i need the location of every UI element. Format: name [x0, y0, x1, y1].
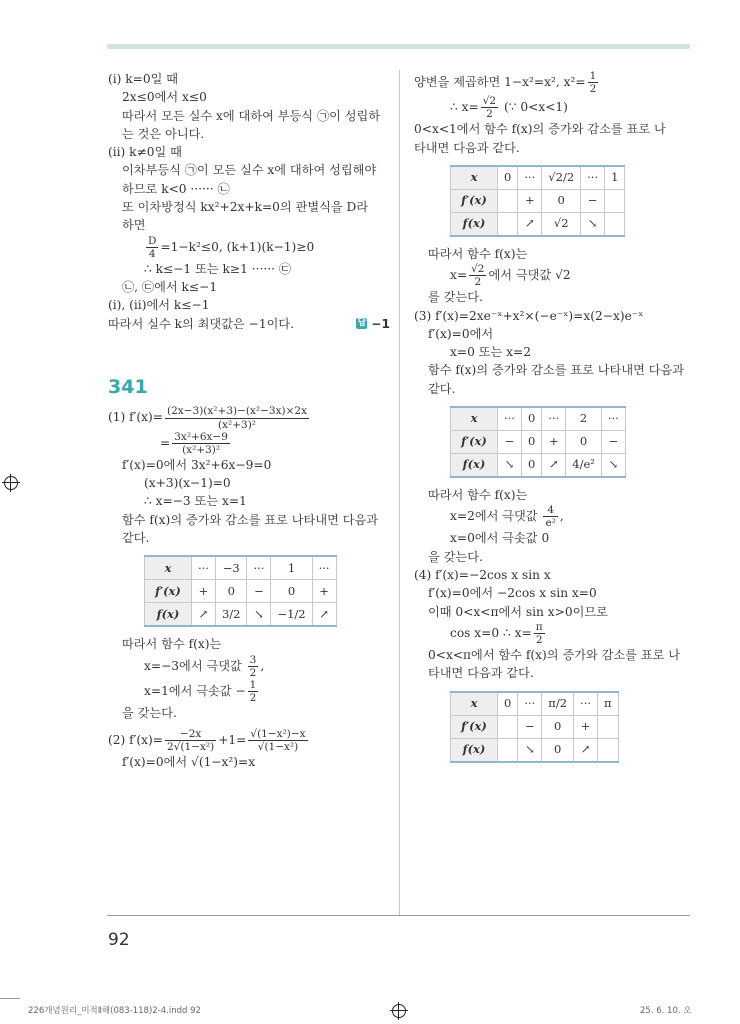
p1-max: x=−3에서 극댓값 $\frac{3}{2}$ , [144, 653, 265, 679]
p3-line: (3) f′(x)=2xe⁻ˣ+x²×(−e⁻ˣ)=x(2−x)e⁻ˣ [414, 308, 644, 323]
p1-end: 을 갖는다. [122, 705, 177, 720]
fraction: $\frac{1}{2}$ [589, 70, 597, 96]
p3-line: x=0 또는 x=2 [450, 345, 531, 360]
p4-cos: cos x=0 ∴ x= $\frac{\pi}{2}$ [450, 620, 543, 647]
r-line: 0<x<1에서 함수 f(x)의 증가와 감소를 표로 나 [414, 122, 666, 137]
table-row: f(x) ↘ 0 ↗ 4/e² ↘ [451, 454, 626, 478]
fraction: $\frac{D}{4}$ [148, 234, 157, 260]
print-footer-right: 25. 6. 10. 오 [640, 1006, 692, 1016]
r-line: 양변을 제곱하면 1−x²=x², x²= $\frac{1}{2}$ [414, 70, 597, 96]
table-row: x 0 ··· π/2 ··· π [451, 692, 619, 716]
header-bar [107, 44, 690, 49]
p1-line: ∴ x=−3 또는 x=1 [144, 494, 247, 509]
table-row: f(x) ↘ 0 ↗ [451, 738, 619, 762]
p2-derivative: (2) f′(x)= $\frac{-2x}{\text{2√(1−x²)}}$ +1= $\frac{\text{√(1−x²)−x}}{\text{√(1−x²)}}$ [108, 728, 306, 754]
answer-icon: 답 [357, 318, 367, 329]
r-line: 타내면 다음과 같다. [414, 140, 520, 155]
fraction: $\frac{4}{\text{e²}}$ [545, 504, 556, 530]
fraction: $\frac{-2x}{\text{2√(1−x²)}}$ [167, 728, 215, 754]
fraction: $\frac{1}{2}$ [249, 678, 257, 704]
fraction: $\frac{\text{√(1−x²)−x}}{\text{√(1−x²)}}$ [250, 728, 306, 754]
variation-table-3 [450, 406, 626, 478]
p4-line: f′(x)=0에서 −2cos x sin x=0 [428, 586, 597, 601]
table-row: f′(x) + 0 − 0 + [145, 580, 337, 603]
table-row: f′(x) − 0 + 0 − [451, 431, 626, 454]
case2-line: 이차부등식 ㉠이 모든 실수 x에 대하여 성립해야 [122, 163, 377, 178]
p3-after: 따라서 함수 f(x)는 [428, 488, 528, 503]
p1-derivative: (1) f′(x)= $\frac{\text{(2x−3)(x²+3)−(x²−3x)×2x}}{\text{(x²+3)²}}$ [108, 405, 308, 431]
registration-mark-icon [392, 1004, 406, 1018]
r-after: 따라서 함수 f(x)는 [428, 246, 528, 261]
case2-title: (ⅱ) k≠0일 때 [108, 145, 182, 160]
p1-simplified: = $\frac{\text{3x²+6x−9}}{\text{(x²+3)²}}$ [160, 430, 228, 456]
p4-line: 타내면 다음과 같다. [428, 666, 534, 681]
page-number: 92 [108, 930, 130, 950]
p4-line: 0<x<π에서 함수 f(x)의 증가와 감소를 표로 나 [428, 648, 681, 663]
p3-line: 같다. [428, 381, 456, 396]
table-row: f′(x) + 0 − [451, 189, 625, 212]
case2-line: 또 이차방정식 kx²+2x+k=0의 판별식을 D라 [122, 200, 369, 215]
solution-line: ∴ k≤−1 또는 k≥1 ······ ㉢ [144, 261, 292, 276]
fraction: $\frac{√2}{2}$ [471, 263, 485, 289]
case2-line: 하므로 k<0 ······ ㉡ [122, 181, 230, 196]
fraction: $\frac{\pi}{2}$ [535, 620, 543, 647]
bottom-rule [107, 915, 690, 916]
solution-line: ㉡, ㉢에서 k≤−1 [122, 280, 218, 295]
p4-line: 이때 0<x<π에서 sin x>0이므로 [428, 604, 608, 619]
p1-min: x=1에서 극솟값 − $\frac{1}{2}$ [144, 678, 257, 704]
case2-line: 하면 [122, 218, 146, 233]
crop-mark [0, 998, 20, 999]
r-max: x= $\frac{√2}{2}$ 에서 극댓값 √2 [450, 263, 571, 289]
p4-line: (4) f′(x)=−2cos x sin x [414, 568, 551, 583]
fraction: $\frac{\text{3x²+6x−9}}{\text{(x²+3)²}}$ [174, 430, 228, 456]
p1-line: f′(x)=0에서 3x²+6x−9=0 [122, 457, 272, 472]
p3-end: 을 갖는다. [428, 549, 483, 564]
p3-max: x=2에서 극댓값 $\frac{4}{\text{e²}}$ , [450, 504, 564, 530]
solution-line: (ⅰ), (ⅱ)에서 k≤−1 [108, 298, 210, 313]
p1-line: 함수 f(x)의 증가와 감소를 표로 나타내면 다음과 [122, 512, 379, 527]
p1-line: 같다. [122, 530, 150, 545]
fraction: $\frac{√2}{2}$ [482, 95, 497, 121]
table-row: x ··· −3 ··· 1 ··· [145, 556, 337, 580]
case1-line: 는 것은 아니다. [122, 126, 205, 141]
table-row: f(x) ↗ 3/2 ↘ −1/2 ↗ [145, 603, 337, 627]
p3-min: x=0에서 극솟값 0 [450, 531, 550, 546]
p3-line: 함수 f(x)의 증가와 감소를 표로 나타내면 다음과 [428, 363, 685, 378]
right-column [414, 70, 692, 771]
table-row: f′(x) − 0 + [451, 715, 619, 738]
p1-after: 따라서 함수 f(x)는 [122, 637, 222, 652]
table-row: f(x) ↗ √2 ↘ [451, 212, 625, 236]
table-row: x 0 ··· √2/2 ··· 1 [451, 166, 625, 190]
variation-table-4 [450, 691, 619, 763]
fraction: $\frac{3}{2}$ [249, 653, 257, 679]
answer-badge: 답 −1 [357, 316, 390, 331]
p3-line: f′(x)=0에서 [428, 326, 494, 341]
case1-line: 따라서 모든 실수 x에 대하여 부등식 ㉠이 성립하 [122, 108, 381, 123]
fraction: $\frac{\text{(2x−3)(x²+3)−(x²−3x)×2x}}{\text{(x²+3)²}}$ [167, 405, 308, 431]
case1-line: 2x≤0에서 x≤0 [122, 90, 207, 105]
problem-number: 341 [108, 375, 148, 398]
left-column [108, 70, 390, 771]
column-divider [399, 70, 400, 915]
case1-title: (ⅰ) k=0일 때 [108, 72, 179, 86]
conclusion-line: 따라서 실수 k의 최댓값은 −1이다. 답 −1 [108, 315, 390, 333]
variation-table-1 [144, 555, 337, 627]
r-line: ∴ x= $\frac{√2}{2}$ (∵ 0<x<1) [450, 95, 568, 121]
p1-line: (x+3)(x−1)=0 [144, 476, 231, 491]
registration-mark-icon [4, 476, 18, 490]
table-row: x ··· 0 ··· 2 ··· [451, 407, 626, 431]
variation-table-2 [450, 165, 625, 237]
p2-line: f′(x)=0에서 √(1−x²)=x [122, 755, 256, 770]
r-end: 를 갖는다. [428, 290, 483, 305]
print-footer-left: 226개념원리_미적Ⅱ해(083-118)2-4.indd 92 [28, 1006, 201, 1016]
discriminant-line: $\frac{D}{4}$ =1−k²≤0, (k+1)(k−1)≥0 [148, 234, 315, 260]
